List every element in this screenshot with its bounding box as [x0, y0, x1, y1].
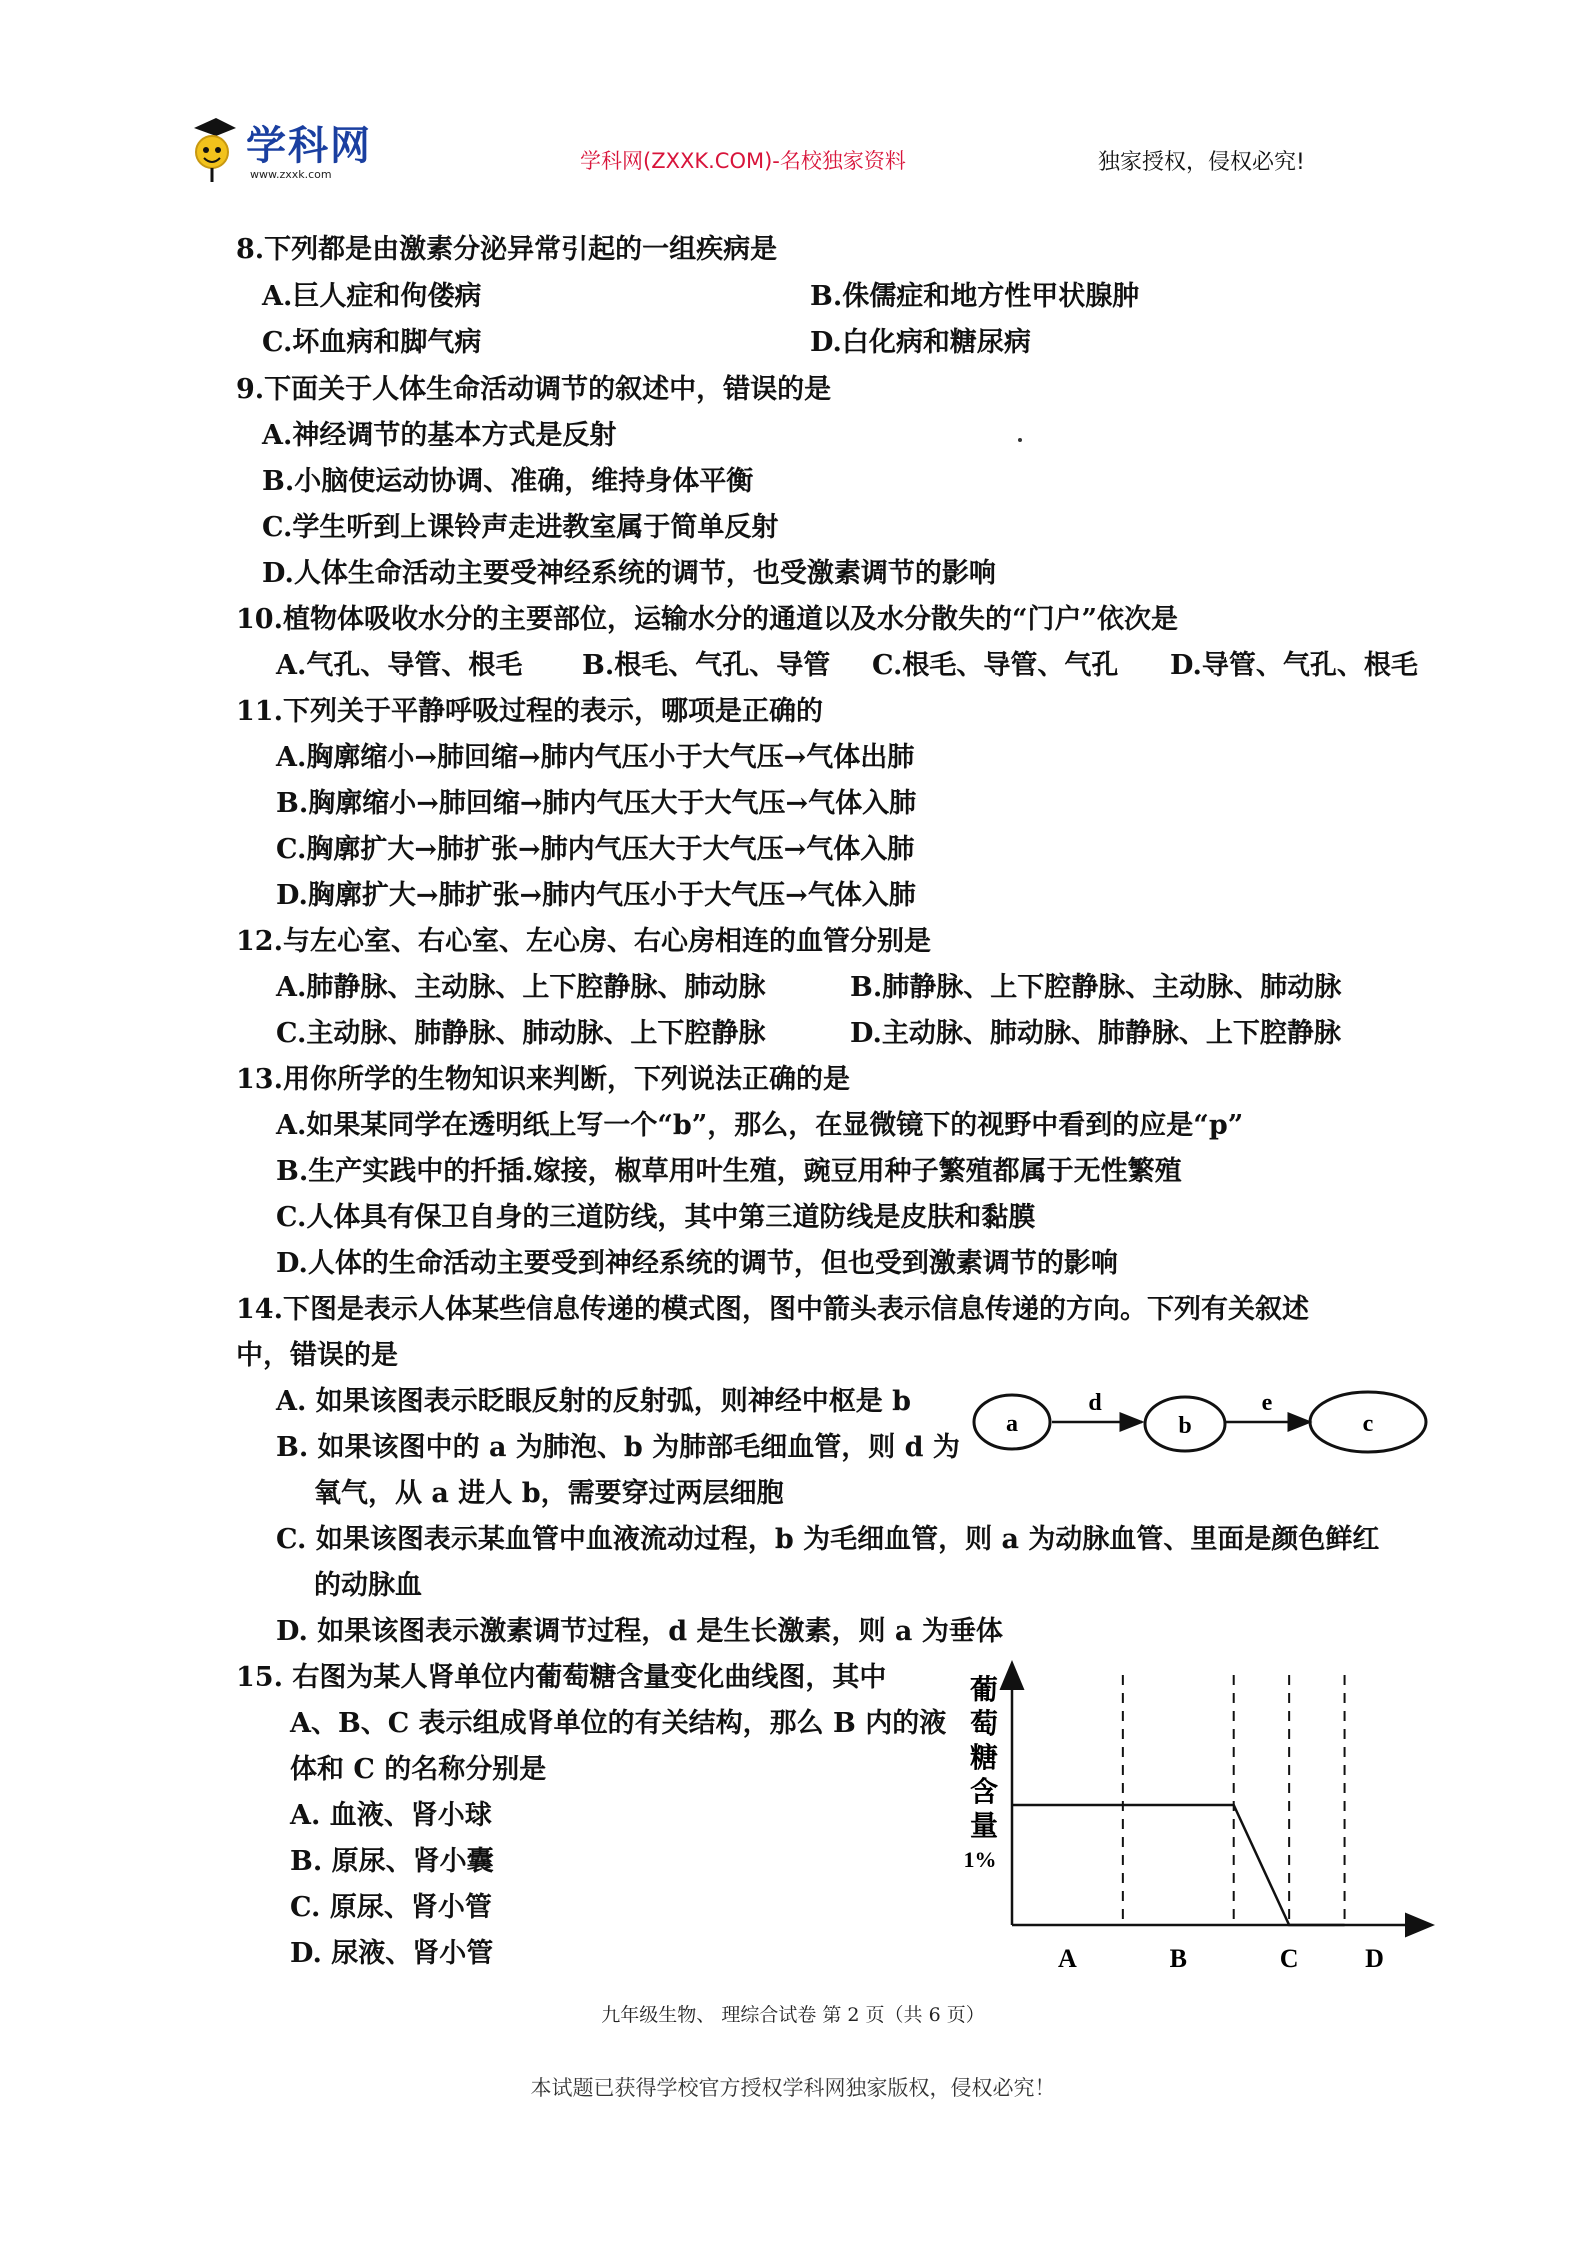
q11-option-d: D.胸廓扩大→肺扩张→肺内气压小于大气压→气体入肺 [276, 880, 916, 911]
q9-option-d: D.人体生命活动主要受神经系统的调节，也受激素调节的影响 [262, 558, 996, 589]
q13-option-d: D.人体的生命活动主要受到神经系统的调节，但也受到激素调节的影响 [276, 1248, 1118, 1279]
q10-option-d: D.导管、气孔、根毛 [1170, 650, 1418, 681]
q11-option-b: B.胸廓缩小→肺回缩→肺内气压大于大气压→气体入肺 [276, 788, 917, 819]
glucose-content-chart [960, 1655, 1440, 1985]
q13-option-a: A.如果某同学在透明纸上写一个“b”，那么，在显微镜下的视野中看到的应是“p” [276, 1110, 1244, 1141]
y-axis-label-char: 糖 [969, 1743, 999, 1774]
q10-option-b: B.根毛、气孔、导管 [582, 650, 831, 681]
page-footer: 九年级生物、 理综合试卷 第 2 页（共 6 页） [601, 2004, 985, 2026]
node-b-label: b [1178, 1413, 1192, 1439]
q8-option-c: C.坏血病和脚气病 [262, 327, 482, 358]
question-15-stem-line2: A、B、C 表示组成肾单位的有关结构，那么 B 内的液 [290, 1708, 947, 1739]
x-tick-label-c: C [1279, 1944, 1299, 1973]
question-12-stem: 12.与左心室、右心室、左心房、右心房相连的血管分别是 [236, 926, 931, 957]
q14-option-b-line1: B. 如果该图中的 a 为肺泡、b 为肺部毛细血管，则 d 为 [276, 1432, 960, 1463]
site-logo [190, 110, 400, 190]
q14-option-c-line2: 的动脉血 [314, 1570, 422, 1601]
q14-option-b-line2: 氧气，从 a 进人 b，需要穿过两层细胞 [314, 1478, 784, 1509]
question-9-stem: 9.下面关于人体生命活动调节的叙述中，错误的是 [236, 374, 832, 405]
q9-option-b: B.小脑使运动协调、准确，维持身体平衡 [262, 466, 754, 497]
question-8-stem: 8.下列都是由激素分泌异常引起的一组疾病是 [236, 234, 778, 265]
q14-option-c-line1: C. 如果该图表示某血管中血液流动过程，b 为毛细血管，则 a 为动脉血管、里面是颜色鲜红 [276, 1524, 1380, 1555]
q11-option-c: C.胸廓扩大→肺扩张→肺内气压大于大气压→气体入肺 [276, 834, 915, 865]
q15-option-a: A. 血液、肾小球 [290, 1800, 492, 1831]
q8-option-b: B.侏儒症和地方性甲状腺肿 [810, 281, 1140, 312]
question-14-stem-line2: 中，错误的是 [236, 1340, 398, 1371]
q15-option-c: C. 原尿、肾小管 [290, 1892, 492, 1923]
q15-option-d: D. 尿液、肾小管 [290, 1938, 494, 1969]
header-center-link[interactable]: 学科网(ZXXK.COM)-名校独家资料 [580, 149, 906, 173]
question-11-stem: 11.下列关于平静呼吸过程的表示，哪项是正确的 [236, 696, 823, 727]
question-14-stem-line1: 14.下图是表示人体某些信息传递的模式图，图中箭头表示信息传递的方向。下列有关叙述 [236, 1294, 1309, 1325]
q11-option-a: A.胸廓缩小→肺回缩→肺内气压小于大气压→气体出肺 [276, 742, 915, 773]
q12-option-b: B.肺静脉、上下腔静脉、主动脉、肺动脉 [850, 972, 1342, 1003]
q13-option-b: B.生产实践中的扦插.嫁接，椒草用叶生殖，豌豆用种子繁殖都属于无性繁殖 [276, 1156, 1182, 1187]
graduation-cap-icon [190, 114, 238, 184]
question-15-stem-line1: 15. 右图为某人肾单位内葡萄糖含量变化曲线图，其中 [236, 1662, 887, 1693]
y-axis-label-char: 含 [969, 1777, 999, 1808]
q8-option-a: A.巨人症和佝偻病 [262, 281, 482, 312]
node-a-label: a [1006, 1411, 1018, 1437]
q9-option-a: A.神经调节的基本方式是反射 [262, 420, 617, 451]
q10-option-c: C.根毛、导管、气孔 [872, 650, 1119, 681]
logo-url: www.zxxk.com [250, 168, 332, 181]
y-axis-label-char: 萄 [969, 1709, 999, 1740]
x-tick-label-a: A [1058, 1944, 1077, 1973]
question-10-stem: 10.植物体吸收水分的主要部位，运输水分的通道以及水分散失的“门户”依次是 [236, 604, 1179, 635]
q12-option-d: D.主动脉、肺动脉、肺静脉、上下腔静脉 [850, 1018, 1341, 1049]
q15-option-b: B. 原尿、肾小囊 [290, 1846, 494, 1877]
q14-option-a: A. 如果该图表示眨眼反射的反射弧，则神经中枢是 b [276, 1386, 912, 1417]
question-13-stem: 13.用你所学的生物知识来判断，下列说法正确的是 [236, 1064, 850, 1095]
header-rights-notice: 独家授权，侵权必究! [1098, 150, 1305, 175]
logo-text: 学科网 [246, 123, 372, 169]
question-15-stem-line3: 体和 C 的名称分别是 [290, 1754, 547, 1785]
y-tick-label: 1% [963, 1847, 997, 1872]
copyright-note: 本试题已获得学校官方授权学科网独家版权，侵权必究！ [530, 2076, 1056, 2100]
y-axis-label-char: 量 [969, 1811, 999, 1842]
q8-option-d: D.白化病和糖尿病 [810, 327, 1031, 358]
x-tick-label-b: B [1169, 1944, 1187, 1973]
q12-option-c: C.主动脉、肺静脉、肺动脉、上下腔静脉 [276, 1018, 766, 1049]
arrow-d-label: d [1088, 1390, 1102, 1416]
q14-option-d: D. 如果该图表示激素调节过程，d 是生长激素，则 a 为垂体 [276, 1616, 1003, 1647]
q12-option-a: A.肺静脉、主动脉、上下腔静脉、肺动脉 [276, 972, 766, 1003]
q10-option-a: A.气孔、导管、根毛 [276, 650, 523, 681]
glucose-line [1012, 1805, 1345, 1925]
q13-option-c: C.人体具有保卫自身的三道防线，其中第三道防线是皮肤和黏膜 [276, 1202, 1036, 1233]
y-axis-label-char: 葡 [969, 1675, 999, 1706]
arrow-e-label: e [1261, 1390, 1273, 1416]
node-c-label: c [1362, 1411, 1374, 1437]
signal-flow-diagram [970, 1380, 1440, 1480]
scan-speck [1018, 438, 1022, 442]
q9-option-c: C.学生听到上课铃声走进教室属于简单反射 [262, 512, 779, 543]
x-tick-label-d: D [1365, 1944, 1384, 1973]
